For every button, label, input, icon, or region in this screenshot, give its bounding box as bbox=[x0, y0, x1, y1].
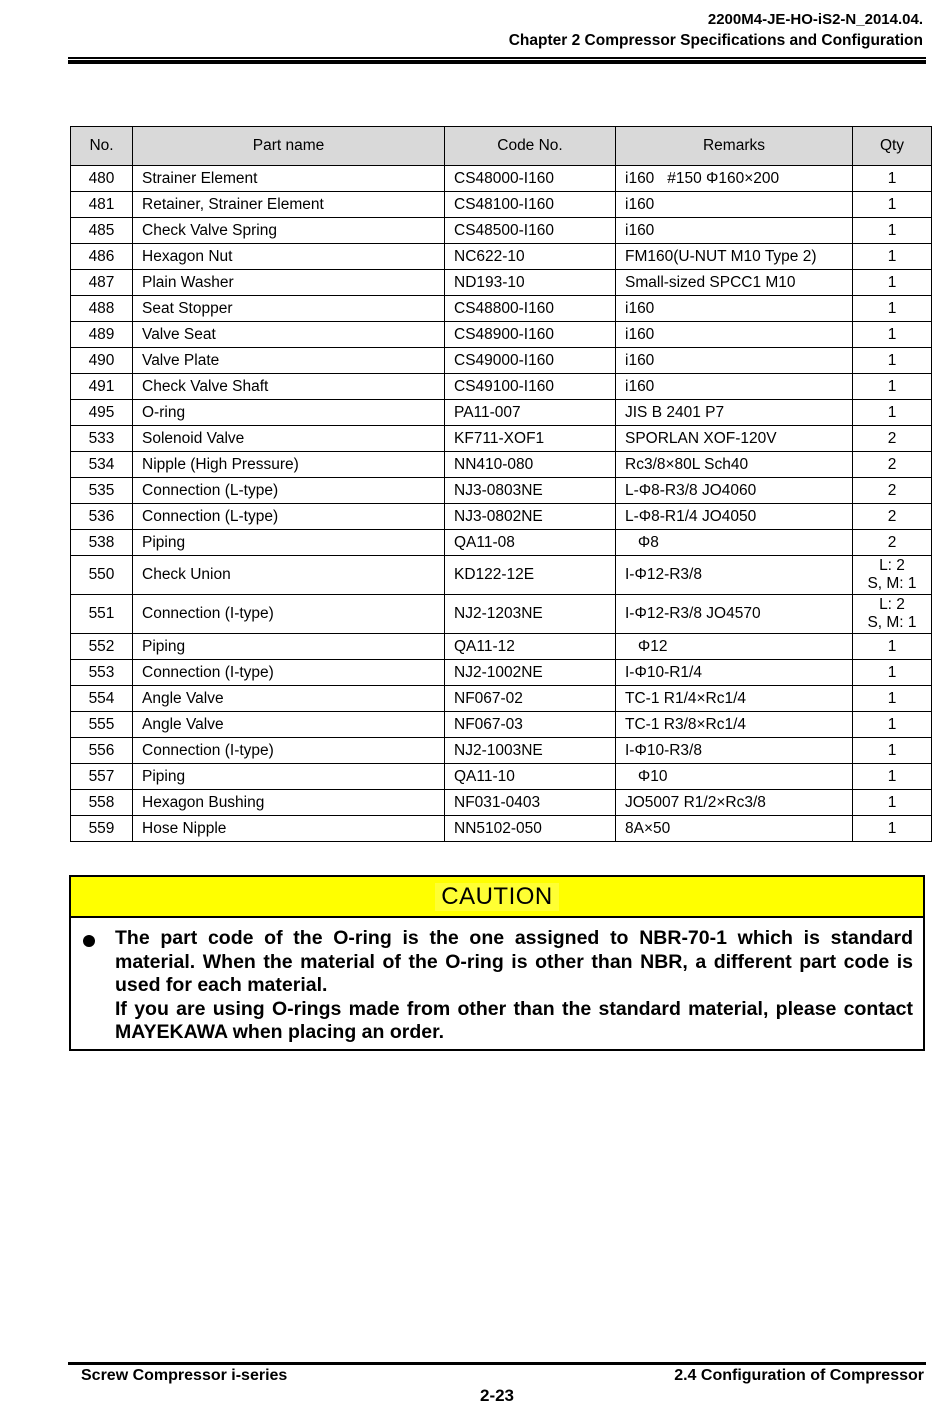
table-row bbox=[71, 634, 932, 660]
chapter-title: Chapter 2 Compressor Specifications and Configuration bbox=[508, 32, 923, 49]
remarks-cell: FM160(U-NUT M10 Type 2) bbox=[616, 244, 853, 270]
table-row bbox=[71, 192, 932, 218]
part-name-cell: O-ring bbox=[133, 400, 445, 426]
code-number-cell: CS49100-I160 bbox=[445, 374, 616, 400]
part-name-cell: Angle Valve bbox=[133, 686, 445, 712]
quantity-cell: 1 bbox=[853, 816, 932, 842]
code-number-cell: ND193-10 bbox=[445, 270, 616, 296]
remarks-cell: i160 bbox=[616, 218, 853, 244]
remarks-cell: I-Φ12-R3/8 JO4570 bbox=[616, 595, 853, 634]
quantity-cell: 1 bbox=[853, 686, 932, 712]
code-number-cell: NF067-02 bbox=[445, 686, 616, 712]
table-row bbox=[71, 595, 932, 634]
parts-table-body bbox=[71, 166, 932, 842]
quantity-cell: 1 bbox=[853, 348, 932, 374]
table-row bbox=[71, 452, 932, 478]
column-header-qty: Qty bbox=[853, 127, 932, 166]
part-number-cell: 553 bbox=[71, 660, 133, 686]
part-number-cell: 488 bbox=[71, 296, 133, 322]
remarks-cell: L-Φ8-R1/4 JO4050 bbox=[616, 504, 853, 530]
part-number-cell: 557 bbox=[71, 764, 133, 790]
table-row bbox=[71, 166, 932, 192]
part-number-cell: 534 bbox=[71, 452, 133, 478]
quantity-cell: 1 bbox=[853, 634, 932, 660]
remarks-cell: I-Φ10-R1/4 bbox=[616, 660, 853, 686]
table-row bbox=[71, 738, 932, 764]
bullet-icon bbox=[83, 935, 95, 947]
remarks-cell: Φ12 bbox=[616, 634, 853, 660]
table-row bbox=[71, 400, 932, 426]
remarks-cell: i160 bbox=[616, 348, 853, 374]
quantity-cell: 2 bbox=[853, 478, 932, 504]
quantity-cell: 1 bbox=[853, 296, 932, 322]
remarks-cell: TC-1 R1/4×Rc1/4 bbox=[616, 686, 853, 712]
caution-body bbox=[71, 918, 923, 1045]
table-row bbox=[71, 426, 932, 452]
table-row bbox=[71, 790, 932, 816]
part-name-cell: Piping bbox=[133, 530, 445, 556]
code-number-cell: CS48800-I160 bbox=[445, 296, 616, 322]
code-number-cell: QA11-12 bbox=[445, 634, 616, 660]
remarks-cell: Φ10 bbox=[616, 764, 853, 790]
quantity-cell: L: 2 S, M: 1 bbox=[853, 595, 932, 634]
part-number-cell: 556 bbox=[71, 738, 133, 764]
code-number-cell: NJ2-1203NE bbox=[445, 595, 616, 634]
remarks-cell: Small-sized SPCC1 M10 bbox=[616, 270, 853, 296]
part-number-cell: 550 bbox=[71, 556, 133, 595]
remarks-cell: i160 bbox=[616, 192, 853, 218]
part-name-cell: Check Valve Spring bbox=[133, 218, 445, 244]
document-code: 2200M4-JE-HO-iS2-N_2014.04. bbox=[707, 11, 923, 28]
part-number-cell: 533 bbox=[71, 426, 133, 452]
part-name-cell: Connection (I-type) bbox=[133, 660, 445, 686]
table-row bbox=[71, 296, 932, 322]
quantity-cell: 1 bbox=[853, 192, 932, 218]
part-number-cell: 536 bbox=[71, 504, 133, 530]
table-row bbox=[71, 270, 932, 296]
quantity-cell: 1 bbox=[853, 374, 932, 400]
column-header-remarks: Remarks bbox=[616, 127, 853, 166]
code-number-cell: CS48000-I160 bbox=[445, 166, 616, 192]
part-name-cell: Piping bbox=[133, 634, 445, 660]
caution-title: CAUTION bbox=[435, 883, 559, 911]
code-number-cell: QA11-10 bbox=[445, 764, 616, 790]
remarks-cell: SPORLAN XOF-120V bbox=[616, 426, 853, 452]
header-rule bbox=[68, 57, 926, 64]
part-name-cell: Valve Seat bbox=[133, 322, 445, 348]
footer-rule bbox=[68, 1362, 926, 1365]
quantity-cell: 1 bbox=[853, 270, 932, 296]
remarks-cell: TC-1 R3/8×Rc1/4 bbox=[616, 712, 853, 738]
quantity-cell: 1 bbox=[853, 712, 932, 738]
quantity-cell: 2 bbox=[853, 530, 932, 556]
part-name-cell: Check Union bbox=[133, 556, 445, 595]
remarks-cell: JO5007 R1/2×Rc3/8 bbox=[616, 790, 853, 816]
part-name-cell: Hexagon Bushing bbox=[133, 790, 445, 816]
quantity-cell: 2 bbox=[853, 426, 932, 452]
part-name-cell: Valve Plate bbox=[133, 348, 445, 374]
quantity-cell: 1 bbox=[853, 660, 932, 686]
quantity-cell: 1 bbox=[853, 738, 932, 764]
code-number-cell: NJ3-0802NE bbox=[445, 504, 616, 530]
part-number-cell: 489 bbox=[71, 322, 133, 348]
table-row bbox=[71, 348, 932, 374]
part-number-cell: 558 bbox=[71, 790, 133, 816]
code-number-cell: NF067-03 bbox=[445, 712, 616, 738]
code-number-cell: NJ3-0803NE bbox=[445, 478, 616, 504]
part-name-cell: Nipple (High Pressure) bbox=[133, 452, 445, 478]
code-number-cell: NJ2-1002NE bbox=[445, 660, 616, 686]
code-number-cell: PA11-007 bbox=[445, 400, 616, 426]
quantity-cell: L: 2 S, M: 1 bbox=[853, 556, 932, 595]
parts-table bbox=[70, 126, 932, 842]
footer-section: 2.4 Configuration of Compressor bbox=[674, 1367, 924, 1384]
part-number-cell: 481 bbox=[71, 192, 133, 218]
remarks-cell: Φ8 bbox=[616, 530, 853, 556]
code-number-cell: NJ2-1003NE bbox=[445, 738, 616, 764]
remarks-cell: i160 #150 Φ160×200 bbox=[616, 166, 853, 192]
table-row bbox=[71, 504, 932, 530]
part-number-cell: 480 bbox=[71, 166, 133, 192]
part-number-cell: 552 bbox=[71, 634, 133, 660]
part-name-cell: Plain Washer bbox=[133, 270, 445, 296]
quantity-cell: 1 bbox=[853, 400, 932, 426]
table-row bbox=[71, 374, 932, 400]
part-name-cell: Check Valve Shaft bbox=[133, 374, 445, 400]
remarks-cell: I-Φ10-R3/8 bbox=[616, 738, 853, 764]
column-header-part-name: Part name bbox=[133, 127, 445, 166]
table-row bbox=[71, 218, 932, 244]
remarks-cell: i160 bbox=[616, 374, 853, 400]
remarks-cell: L-Φ8-R3/8 JO4060 bbox=[616, 478, 853, 504]
table-header-row bbox=[71, 127, 932, 166]
part-name-cell: Connection (L-type) bbox=[133, 504, 445, 530]
quantity-cell: 1 bbox=[853, 218, 932, 244]
table-row bbox=[71, 816, 932, 842]
quantity-cell: 1 bbox=[853, 790, 932, 816]
part-number-cell: 538 bbox=[71, 530, 133, 556]
code-number-cell: CS48900-I160 bbox=[445, 322, 616, 348]
part-name-cell: Retainer, Strainer Element bbox=[133, 192, 445, 218]
table-row bbox=[71, 686, 932, 712]
code-number-cell: KF711-XOF1 bbox=[445, 426, 616, 452]
part-number-cell: 559 bbox=[71, 816, 133, 842]
quantity-cell: 1 bbox=[853, 322, 932, 348]
caution-paragraph-2: If you are using O-rings made from other than the standard material, please contact MAYEKAWA when placing an order. bbox=[115, 997, 913, 1043]
table-row bbox=[71, 322, 932, 348]
part-number-cell: 555 bbox=[71, 712, 133, 738]
column-header-code-no: Code No. bbox=[445, 127, 616, 166]
table-row bbox=[71, 244, 932, 270]
code-number-cell: NC622-10 bbox=[445, 244, 616, 270]
code-number-cell: NN5102-050 bbox=[445, 816, 616, 842]
part-name-cell: Connection (I-type) bbox=[133, 595, 445, 634]
code-number-cell: NN410-080 bbox=[445, 452, 616, 478]
part-name-cell: Seat Stopper bbox=[133, 296, 445, 322]
code-number-cell: KD122-12E bbox=[445, 556, 616, 595]
code-number-cell: CS49000-I160 bbox=[445, 348, 616, 374]
part-number-cell: 486 bbox=[71, 244, 133, 270]
table-row bbox=[71, 478, 932, 504]
remarks-cell: i160 bbox=[616, 296, 853, 322]
quantity-cell: 1 bbox=[853, 166, 932, 192]
quantity-cell: 2 bbox=[853, 504, 932, 530]
caution-paragraph-1: The part code of the O-ring is the one assigned to NBR-70-1 which is standard material. When the material of the O-ring is other than NBR, a different part code is used for each material. bbox=[115, 927, 913, 996]
part-name-cell: Hose Nipple bbox=[133, 816, 445, 842]
part-name-cell: Strainer Element bbox=[133, 166, 445, 192]
part-name-cell: Connection (I-type) bbox=[133, 738, 445, 764]
part-number-cell: 551 bbox=[71, 595, 133, 634]
remarks-cell: JIS B 2401 P7 bbox=[616, 400, 853, 426]
table-row bbox=[71, 712, 932, 738]
quantity-cell: 2 bbox=[853, 452, 932, 478]
part-number-cell: 487 bbox=[71, 270, 133, 296]
part-name-cell: Piping bbox=[133, 764, 445, 790]
remarks-cell: 8A×50 bbox=[616, 816, 853, 842]
remarks-cell: i160 bbox=[616, 322, 853, 348]
table-row bbox=[71, 660, 932, 686]
remarks-cell: I-Φ12-R3/8 bbox=[616, 556, 853, 595]
table-row bbox=[71, 764, 932, 790]
part-number-cell: 485 bbox=[71, 218, 133, 244]
code-number-cell: CS48500-I160 bbox=[445, 218, 616, 244]
footer-series: Screw Compressor i-series bbox=[81, 1367, 288, 1384]
part-name-cell: Hexagon Nut bbox=[133, 244, 445, 270]
part-name-cell: Connection (L-type) bbox=[133, 478, 445, 504]
caution-banner bbox=[71, 877, 923, 918]
part-number-cell: 554 bbox=[71, 686, 133, 712]
part-name-cell: Angle Valve bbox=[133, 712, 445, 738]
page-number: 2-23 bbox=[479, 1386, 515, 1405]
quantity-cell: 1 bbox=[853, 764, 932, 790]
part-number-cell: 535 bbox=[71, 478, 133, 504]
caution-box bbox=[69, 875, 925, 1051]
part-number-cell: 495 bbox=[71, 400, 133, 426]
table-row bbox=[71, 530, 932, 556]
table-row bbox=[71, 556, 932, 595]
remarks-cell: Rc3/8×80L Sch40 bbox=[616, 452, 853, 478]
code-number-cell: NF031-0403 bbox=[445, 790, 616, 816]
quantity-cell: 1 bbox=[853, 244, 932, 270]
code-number-cell: CS48100-I160 bbox=[445, 192, 616, 218]
part-number-cell: 491 bbox=[71, 374, 133, 400]
part-name-cell: Solenoid Valve bbox=[133, 426, 445, 452]
part-number-cell: 490 bbox=[71, 348, 133, 374]
column-header-no: No. bbox=[71, 127, 133, 166]
code-number-cell: QA11-08 bbox=[445, 530, 616, 556]
